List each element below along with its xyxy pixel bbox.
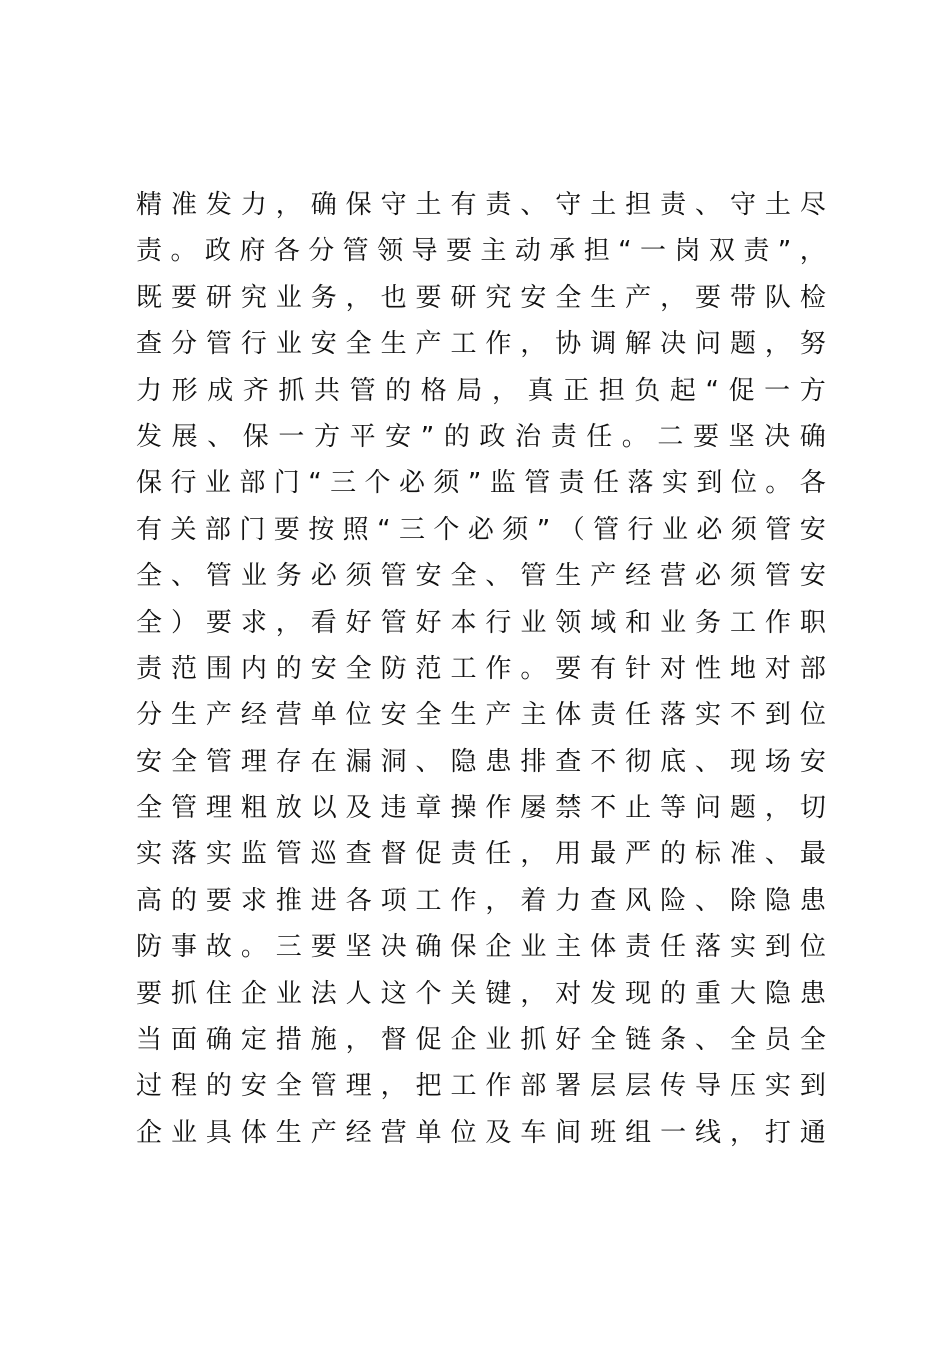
text-line: 责 。 政 府 各 分 管 领 导 要 主 动 承 担 “ 一 岗 双 责 ” ， bbox=[136, 236, 826, 267]
text-line: 发 展 、 保 一 方 平 安 ” 的 政 治 责 任 。 二 要 坚 决 确 bbox=[136, 421, 826, 452]
text-line: 分 生 产 经 营 单 位 安 全 生 产 主 体 责 任 落 实 不 到 位 bbox=[136, 700, 826, 731]
text-line: 过 程 的 安 全 管 理 ， 把 工 作 部 署 层 层 传 导 压 实 到 bbox=[136, 1071, 826, 1102]
text-line: 要 抓 住 企 业 法 人 这 个 关 键 ， 对 发 现 的 重 大 隐 患 bbox=[136, 978, 826, 1009]
text-line: 全 管 理 粗 放 以 及 违 章 操 作 屡 禁 不 止 等 问 题 ， 切 bbox=[136, 793, 826, 824]
text-line: 精 准 发 力 ， 确 保 守 土 有 责 、 守 土 担 责 、 守 土 尽 bbox=[136, 190, 826, 220]
body-text bbox=[136, 182, 826, 1156]
text-line: 企 业 具 体 生 产 经 营 单 位 及 车 间 班 组 一 线 ， 打 通 bbox=[136, 1117, 826, 1148]
text-line: 责 范 围 内 的 安 全 防 范 工 作 。 要 有 针 对 性 地 对 部 bbox=[136, 653, 826, 684]
text-line: 全 、 管 业 务 必 须 管 安 全 、 管 生 产 经 营 必 须 管 安 bbox=[136, 561, 826, 592]
text-line: 既 要 研 究 业 务 ， 也 要 研 究 安 全 生 产 ， 要 带 队 检 bbox=[136, 282, 826, 313]
text-line: 安 全 管 理 存 在 漏 洞 、 隐 患 排 查 不 彻 底 、 现 场 安 bbox=[136, 746, 826, 777]
text-line: 防 事 故 。 三 要 坚 决 确 保 企 业 主 体 责 任 落 实 到 位 bbox=[136, 932, 826, 963]
text-line: 当 面 确 定 措 施 ， 督 促 企 业 抓 好 全 链 条 、 全 员 全 bbox=[136, 1025, 826, 1056]
text-line: 有 关 部 门 要 按 照 “ 三 个 必 须 ” （ 管 行 业 必 须 管 安 bbox=[136, 514, 826, 545]
text-line: 实 落 实 监 管 巡 查 督 促 责 任 ， 用 最 严 的 标 准 、 最 bbox=[136, 839, 826, 870]
text-line: 力 形 成 齐 抓 共 管 的 格 局 ， 真 正 担 负 起 “ 促 一 方 bbox=[136, 375, 826, 406]
text-line: 保 行 业 部 门 “ 三 个 必 须 ” 监 管 责 任 落 实 到 位 。 各 bbox=[136, 468, 826, 499]
text-line: 查 分 管 行 业 安 全 生 产 工 作 ， 协 调 解 决 问 题 ， 努 bbox=[136, 329, 826, 360]
text-line: 全 ） 要 求 ， 看 好 管 好 本 行 业 领 域 和 业 务 工 作 职 bbox=[136, 607, 826, 638]
text-line: 高 的 要 求 推 进 各 项 工 作 ， 着 力 查 风 险 、 除 隐 患 bbox=[136, 885, 826, 916]
